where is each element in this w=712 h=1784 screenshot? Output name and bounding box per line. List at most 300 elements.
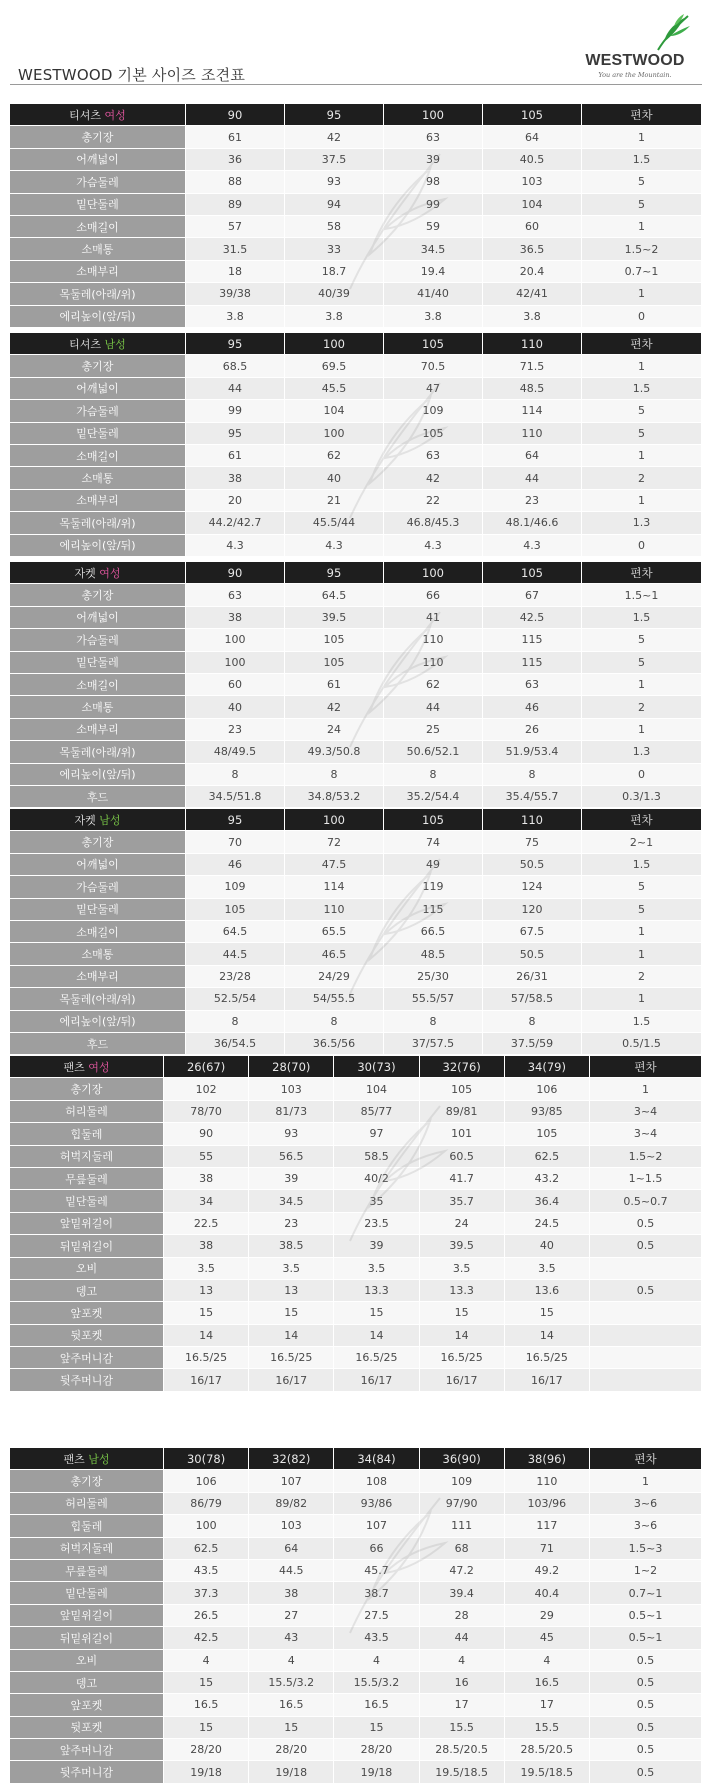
measurement-value: 42.5 (164, 1627, 249, 1649)
measurement-value: 41/40 (384, 283, 483, 305)
table-row (10, 283, 702, 305)
measurement-value: 34.5/51.8 (186, 786, 285, 808)
measurement-value: 103 (483, 171, 582, 193)
measurement-value: 16/17 (334, 1369, 419, 1391)
measurement-value: 37/57.5 (384, 1033, 483, 1055)
measurement-value: 105 (285, 629, 384, 651)
measurement-value: 15.5/3.2 (249, 1672, 334, 1694)
deviation-value: 0 (582, 306, 702, 328)
measurement-value: 14 (334, 1325, 419, 1347)
measurement-value: 42 (285, 126, 384, 148)
measurement-value: 48.1/46.6 (483, 512, 582, 534)
table-row (10, 1493, 702, 1515)
table-row (10, 1146, 702, 1168)
measurement-value: 34.5 (249, 1190, 334, 1212)
table-row (10, 467, 702, 489)
measurement-value: 15 (164, 1672, 249, 1694)
measurement-value: 8 (384, 764, 483, 786)
table-row (10, 1033, 702, 1055)
size-column-header: 95 (285, 104, 384, 126)
measurement-value: 42 (384, 467, 483, 489)
table-header-row (10, 333, 702, 355)
deviation-value: 1.3 (582, 741, 702, 763)
measurement-value: 85/77 (334, 1101, 419, 1123)
deviation-value: 5 (582, 171, 702, 193)
size-table-4 (10, 1056, 702, 1392)
deviation-value: 0.7~1 (582, 261, 702, 283)
measurement-value: 63 (483, 674, 582, 696)
measurement-label: 밑단둘레 (10, 1582, 164, 1604)
table-row (10, 445, 702, 467)
measurement-value: 15.5 (420, 1717, 505, 1739)
measurement-value: 4 (164, 1650, 249, 1672)
measurement-value: 16/17 (249, 1369, 334, 1391)
measurement-value: 16.5/25 (164, 1347, 249, 1369)
size-column-header: 100 (384, 104, 483, 126)
measurement-value: 114 (285, 876, 384, 898)
measurement-value: 24.5 (505, 1213, 590, 1235)
table-row (10, 490, 702, 512)
measurement-label: 목둘레(아래/위) (10, 283, 186, 305)
measurement-value: 63 (384, 445, 483, 467)
table-row (10, 1515, 702, 1537)
measurement-value: 13 (164, 1280, 249, 1302)
size-column-header: 100 (285, 809, 384, 831)
gender-label: 남성 (99, 813, 121, 827)
table-row (10, 512, 702, 534)
measurement-label: 뒷포켓 (10, 1325, 164, 1347)
measurement-label: 어깨넓이 (10, 149, 186, 171)
table-row (10, 899, 702, 921)
measurement-value: 70.5 (384, 355, 483, 377)
measurement-value: 75 (483, 831, 582, 853)
measurement-value: 23.5 (334, 1213, 419, 1235)
measurement-label: 뒤밑위길이 (10, 1235, 164, 1257)
measurement-value: 39 (249, 1168, 334, 1190)
table-row (10, 1717, 702, 1739)
size-table-2 (10, 562, 702, 808)
measurement-label: 뒷주머니감 (10, 1369, 164, 1391)
measurement-value: 15 (334, 1302, 419, 1324)
deviation-value: 1.5~2 (590, 1146, 702, 1168)
measurement-value: 14 (505, 1325, 590, 1347)
deviation-header: 편차 (582, 333, 702, 355)
measurement-label: 밑단둘레 (10, 652, 186, 674)
measurement-value: 105 (186, 899, 285, 921)
measurement-value: 110 (505, 1470, 590, 1492)
measurement-label: 소매부리 (10, 966, 186, 988)
size-column-header: 100 (384, 562, 483, 584)
measurement-value: 104 (334, 1078, 419, 1100)
measurement-value: 44 (384, 696, 483, 718)
measurement-value: 105 (420, 1078, 505, 1100)
measurement-value: 39.4 (420, 1582, 505, 1604)
measurement-value: 15.5/3.2 (334, 1672, 419, 1694)
measurement-value: 93/85 (505, 1101, 590, 1123)
measurement-label: 허벅지둘레 (10, 1146, 164, 1168)
table-title (10, 562, 186, 584)
measurement-value: 3.5 (164, 1258, 249, 1280)
measurement-value: 25 (384, 719, 483, 741)
table-row (10, 1538, 702, 1560)
table-row (10, 1650, 702, 1672)
measurement-value: 43.5 (164, 1560, 249, 1582)
measurement-value: 63 (186, 584, 285, 606)
gender-label: 여성 (104, 108, 126, 122)
table-row (10, 607, 702, 629)
measurement-value: 99 (186, 400, 285, 422)
measurement-value: 24/29 (285, 966, 384, 988)
size-column-header: 26(67) (164, 1056, 249, 1078)
measurement-value: 20.4 (483, 261, 582, 283)
measurement-value: 109 (384, 400, 483, 422)
deviation-value (590, 1347, 702, 1369)
measurement-value: 13 (249, 1280, 334, 1302)
deviation-value: 0.5/1.5 (582, 1033, 702, 1055)
deviation-header: 편차 (590, 1056, 702, 1078)
table-header-row (10, 1056, 702, 1078)
measurement-label: 어깨넓이 (10, 607, 186, 629)
measurement-value: 36/54.5 (186, 1033, 285, 1055)
measurement-value: 100 (164, 1515, 249, 1537)
measurement-value: 102 (164, 1078, 249, 1100)
measurement-value: 39.5 (285, 607, 384, 629)
measurement-value: 16/17 (505, 1369, 590, 1391)
deviation-value: 5 (582, 652, 702, 674)
measurement-value: 55 (164, 1146, 249, 1168)
table-row (10, 1101, 702, 1123)
measurement-value: 46 (186, 854, 285, 876)
table-row (10, 876, 702, 898)
measurement-value: 16.5/25 (420, 1347, 505, 1369)
measurement-value: 23 (249, 1213, 334, 1235)
deviation-value: 1 (582, 490, 702, 512)
measurement-value: 64.5 (186, 921, 285, 943)
table-row (10, 921, 702, 943)
deviation-value: 1.5 (582, 607, 702, 629)
size-column-header: 34(79) (505, 1056, 590, 1078)
deviation-value: 5 (582, 899, 702, 921)
measurement-label: 소매부리 (10, 261, 186, 283)
measurement-value: 50.5 (483, 854, 582, 876)
measurement-label: 목둘레(아래/위) (10, 988, 186, 1010)
deviation-value: 1~1.5 (590, 1168, 702, 1190)
table-row (10, 674, 702, 696)
deviation-value: 1.5 (582, 149, 702, 171)
table-title (10, 104, 186, 126)
measurement-value: 38.7 (334, 1582, 419, 1604)
deviation-value: 1.5~3 (590, 1538, 702, 1560)
measurement-value: 101 (420, 1123, 505, 1145)
measurement-value: 67 (483, 584, 582, 606)
measurement-label: 허리둘레 (10, 1493, 164, 1515)
measurement-value: 58.5 (334, 1146, 419, 1168)
measurement-value: 69.5 (285, 355, 384, 377)
deviation-value: 1.5 (582, 378, 702, 400)
measurement-value: 44 (186, 378, 285, 400)
table-row (10, 1347, 702, 1369)
table-row (10, 238, 702, 260)
table-row (10, 126, 702, 148)
measurement-value: 114 (483, 400, 582, 422)
deviation-value: 0.5~1 (590, 1605, 702, 1627)
measurement-value: 44 (483, 467, 582, 489)
measurement-value: 16/17 (164, 1369, 249, 1391)
deviation-value: 1.5 (582, 854, 702, 876)
size-column-header: 105 (384, 333, 483, 355)
measurement-value: 23 (483, 490, 582, 512)
measurement-value: 51.9/53.4 (483, 741, 582, 763)
table-row (10, 719, 702, 741)
measurement-value: 124 (483, 876, 582, 898)
measurement-value: 44.5 (186, 943, 285, 965)
measurement-value: 44 (420, 1627, 505, 1649)
measurement-label: 후드 (10, 786, 186, 808)
measurement-value: 117 (505, 1515, 590, 1537)
measurement-value: 3.5 (334, 1258, 419, 1280)
measurement-value: 15 (334, 1717, 419, 1739)
deviation-value: 1 (582, 921, 702, 943)
size-column-header: 32(76) (420, 1056, 505, 1078)
measurement-value: 103 (249, 1515, 334, 1537)
measurement-value: 18.7 (285, 261, 384, 283)
measurement-value: 97 (334, 1123, 419, 1145)
deviation-value: 5 (582, 194, 702, 216)
measurement-value: 18 (186, 261, 285, 283)
deviation-value: 0.5 (590, 1694, 702, 1716)
measurement-value: 64.5 (285, 584, 384, 606)
measurement-value: 55.5/57 (384, 988, 483, 1010)
deviation-value: 1 (582, 355, 702, 377)
measurement-value: 19.4 (384, 261, 483, 283)
measurement-label: 밑단둘레 (10, 1190, 164, 1212)
table-row (10, 171, 702, 193)
measurement-value: 50.5 (483, 943, 582, 965)
measurement-value: 15 (420, 1302, 505, 1324)
size-column-header: 30(73) (334, 1056, 419, 1078)
size-column-header: 90 (186, 562, 285, 584)
measurement-value: 100 (186, 629, 285, 651)
measurement-value: 52.5/54 (186, 988, 285, 1010)
measurement-label: 소매통 (10, 467, 186, 489)
measurement-label: 총기장 (10, 1470, 164, 1492)
feather-logo-icon (654, 12, 694, 52)
westwood-logo (570, 8, 700, 82)
measurement-value: 19/18 (249, 1761, 334, 1783)
category-label: 팬츠 (63, 1452, 89, 1466)
measurement-label: 목둘레(아래/위) (10, 741, 186, 763)
measurement-value: 104 (285, 400, 384, 422)
measurement-value: 8 (285, 1011, 384, 1033)
measurement-label: 앞밑위길이 (10, 1213, 164, 1235)
category-label: 자켓 (74, 813, 100, 827)
measurement-label: 총기장 (10, 1078, 164, 1100)
measurement-value: 14 (420, 1325, 505, 1347)
measurement-value: 107 (249, 1470, 334, 1492)
measurement-value: 40 (186, 696, 285, 718)
table-row (10, 1235, 702, 1257)
measurement-value: 107 (334, 1515, 419, 1537)
deviation-value: 1 (582, 674, 702, 696)
measurement-value: 8 (384, 1011, 483, 1033)
measurement-value: 3.8 (483, 306, 582, 328)
deviation-value (590, 1302, 702, 1324)
measurement-label: 총기장 (10, 831, 186, 853)
measurement-value: 42 (285, 696, 384, 718)
deviation-value: 2 (582, 966, 702, 988)
measurement-label: 소매통 (10, 943, 186, 965)
deviation-value: 1 (590, 1470, 702, 1492)
measurement-value: 29 (505, 1605, 590, 1627)
measurement-value: 105 (505, 1123, 590, 1145)
measurement-value: 15 (505, 1302, 590, 1324)
measurement-label: 뒷주머니감 (10, 1761, 164, 1783)
measurement-value: 36 (186, 149, 285, 171)
measurement-value: 16/17 (420, 1369, 505, 1391)
measurement-value: 68 (420, 1538, 505, 1560)
measurement-value: 104 (483, 194, 582, 216)
measurement-label: 가슴둘레 (10, 400, 186, 422)
deviation-value: 0.5 (590, 1717, 702, 1739)
measurement-value: 98 (384, 171, 483, 193)
measurement-label: 총기장 (10, 584, 186, 606)
measurement-value: 35.4/55.7 (483, 786, 582, 808)
measurement-label: 허리둘레 (10, 1101, 164, 1123)
measurement-value: 99 (384, 194, 483, 216)
measurement-value: 3.5 (249, 1258, 334, 1280)
measurement-value: 16 (420, 1672, 505, 1694)
measurement-value: 26/31 (483, 966, 582, 988)
measurement-value: 105 (285, 652, 384, 674)
measurement-value: 37.5 (285, 149, 384, 171)
measurement-value: 42.5 (483, 607, 582, 629)
measurement-value: 16.5/25 (249, 1347, 334, 1369)
measurement-value: 28.5/20.5 (505, 1739, 590, 1761)
deviation-header: 편차 (590, 1448, 702, 1470)
table-title (10, 333, 186, 355)
measurement-label: 소매통 (10, 238, 186, 260)
logo-slogan: You are the Mountain. (598, 71, 672, 79)
deviation-value: 1 (582, 283, 702, 305)
measurement-value: 15 (164, 1302, 249, 1324)
measurement-label: 뒤밑위길이 (10, 1627, 164, 1649)
measurement-value: 48.5 (483, 378, 582, 400)
measurement-value: 63 (384, 126, 483, 148)
table-row (10, 1582, 702, 1604)
measurement-value: 28/20 (249, 1739, 334, 1761)
table-row (10, 786, 702, 808)
measurement-value: 38 (249, 1582, 334, 1604)
measurement-value: 14 (249, 1325, 334, 1347)
deviation-value: 5 (582, 400, 702, 422)
measurement-value: 62.5 (505, 1146, 590, 1168)
measurement-value: 64 (483, 445, 582, 467)
measurement-value: 58 (285, 216, 384, 238)
measurement-value: 16.5 (334, 1694, 419, 1716)
measurement-value: 16.5 (164, 1694, 249, 1716)
measurement-value: 103 (249, 1078, 334, 1100)
measurement-label: 오비 (10, 1258, 164, 1280)
measurement-label: 힙둘레 (10, 1123, 164, 1145)
measurement-value: 40 (505, 1235, 590, 1257)
measurement-value: 64 (249, 1538, 334, 1560)
table-row (10, 1213, 702, 1235)
measurement-label: 에리높이(앞/뒤) (10, 306, 186, 328)
table-row (10, 1672, 702, 1694)
measurement-value: 46.8/45.3 (384, 512, 483, 534)
table-row (10, 741, 702, 763)
measurement-value: 115 (384, 899, 483, 921)
measurement-label: 밑단둘레 (10, 899, 186, 921)
measurement-value: 115 (483, 652, 582, 674)
measurement-value: 48.5 (384, 943, 483, 965)
table-row (10, 149, 702, 171)
measurement-value: 38 (186, 467, 285, 489)
measurement-value: 62 (384, 674, 483, 696)
measurement-value: 66.5 (384, 921, 483, 943)
measurement-value: 17 (420, 1694, 505, 1716)
measurement-label: 가슴둘레 (10, 629, 186, 651)
measurement-label: 허벅지둘레 (10, 1538, 164, 1560)
measurement-value: 8 (186, 764, 285, 786)
measurement-label: 에리높이(앞/뒤) (10, 764, 186, 786)
measurement-value: 40/39 (285, 283, 384, 305)
table-row (10, 194, 702, 216)
measurement-label: 힙둘레 (10, 1515, 164, 1537)
measurement-value: 23/28 (186, 966, 285, 988)
measurement-label: 밑단둘레 (10, 194, 186, 216)
size-column-header: 38(96) (505, 1448, 590, 1470)
deviation-value: 1 (582, 719, 702, 741)
measurement-value: 49.2 (505, 1560, 590, 1582)
measurement-value: 95 (186, 423, 285, 445)
measurement-value: 19.5/18.5 (420, 1761, 505, 1783)
measurement-label: 소매부리 (10, 719, 186, 741)
measurement-value: 15 (164, 1717, 249, 1739)
measurement-value: 66 (334, 1538, 419, 1560)
deviation-value: 0 (582, 764, 702, 786)
table-header-row (10, 1448, 702, 1470)
size-column-header: 110 (483, 333, 582, 355)
measurement-value: 38 (164, 1168, 249, 1190)
table-row (10, 355, 702, 377)
measurement-value: 23 (186, 719, 285, 741)
measurement-value: 61 (186, 445, 285, 467)
category-label: 티셔츠 (69, 108, 105, 122)
measurement-value: 109 (420, 1470, 505, 1492)
measurement-value: 8 (483, 764, 582, 786)
table-row (10, 216, 702, 238)
size-column-header: 95 (186, 333, 285, 355)
measurement-value: 28.5/20.5 (420, 1739, 505, 1761)
measurement-value: 110 (384, 629, 483, 651)
category-label: 자켓 (74, 566, 100, 580)
deviation-value: 2 (582, 467, 702, 489)
measurement-value: 13.3 (334, 1280, 419, 1302)
measurement-value: 38.5 (249, 1235, 334, 1257)
table-header-row (10, 809, 702, 831)
measurement-value: 8 (483, 1011, 582, 1033)
deviation-value (590, 1369, 702, 1391)
measurement-value: 89 (186, 194, 285, 216)
measurement-value: 38 (186, 607, 285, 629)
table-row (10, 854, 702, 876)
deviation-value (590, 1258, 702, 1280)
size-table-0 (10, 104, 702, 328)
measurement-value: 120 (483, 899, 582, 921)
measurement-value: 4.3 (285, 535, 384, 557)
table-row (10, 378, 702, 400)
